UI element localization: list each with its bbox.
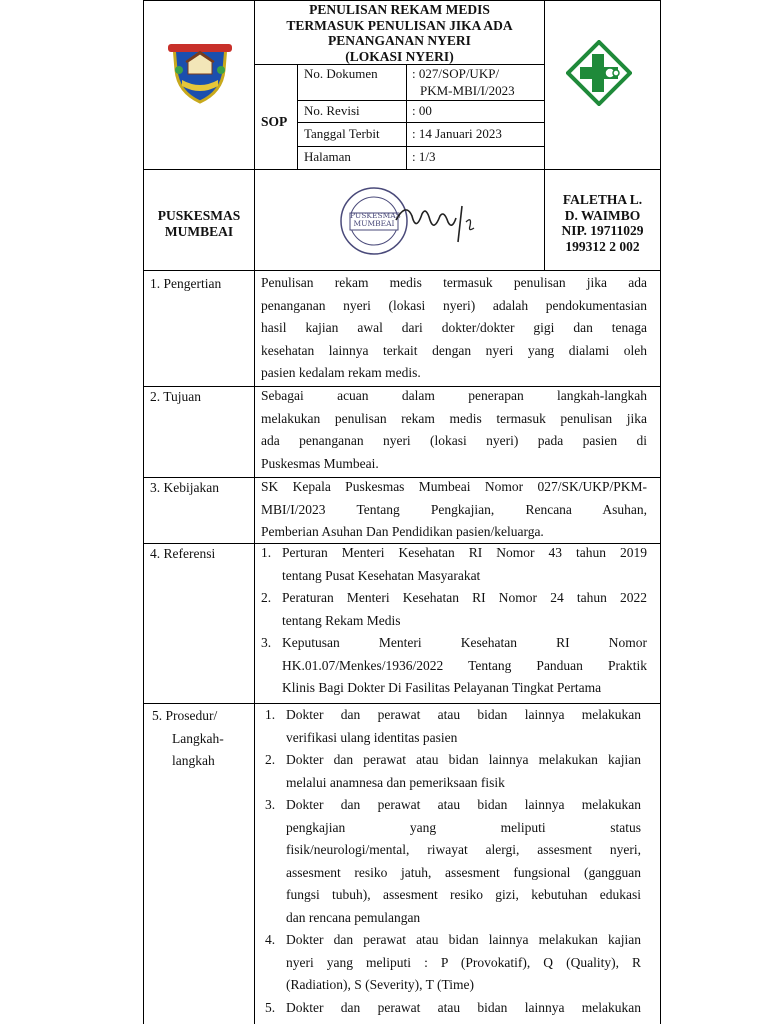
kebijakan-line-2: MBI/I/2023 Tentang Pengkajian, Rencana Asuhan,	[261, 501, 647, 517]
referensi-item-line: Klinis Bagi Dokter Di Fasilitas Pelayanan Tingkat Pertama	[282, 680, 602, 695]
meta-label-doc-number: No. Dokumen	[304, 66, 378, 81]
signer-nip-line-1: NIP. 19711029	[561, 223, 644, 238]
meta-label-page: Halaman	[304, 149, 351, 164]
handwritten-signature	[392, 192, 478, 252]
tujuan-line-3: ada penanganan nyeri (lokasi nyeri) pada pasien di	[261, 433, 647, 448]
org-name-line-1: PUSKESMAS	[157, 208, 241, 223]
meta-rule-1	[297, 100, 544, 101]
referensi-item	[257, 587, 647, 632]
meta-value-revision: : 00	[412, 103, 432, 118]
meta-rule-3	[297, 146, 544, 147]
prosedur-label-line-2: Langkah-	[172, 730, 224, 746]
kebijakan-line-1: SK Kepala Puskesmas Mumbeai Nomor 027/SK/UKP/PKM-	[261, 479, 647, 494]
document-title	[255, 2, 544, 64]
referensi-item-line: Peraturan Menteri Kesehatan RI Nomor 24 tahun 2022	[282, 590, 647, 605]
referensi-item-line: Keputusan Menteri Kesehatan RI Nomor	[282, 635, 647, 650]
meta-label-issue-date: Tanggal Terbit	[304, 126, 380, 141]
section-label-prosedur	[152, 705, 224, 773]
prosedur-item-line: Dokter dan perawat atau bidan lainnya melakukan kajian	[286, 932, 641, 947]
pengertian-line-1: Penulisan rekam medis termasuk penulisan jika ada	[261, 275, 647, 290]
section-label-referensi: 4. Referensi	[150, 546, 216, 561]
prosedur-item-line: Dokter dan perawat atau bidan lainnya melakukan kajian	[286, 752, 641, 767]
section-label-pengertian: 1. Pengertian	[150, 276, 222, 291]
prosedur-item	[261, 749, 641, 794]
title-line-2: TERMASUK PENULISAN JIKA ADA	[286, 17, 513, 33]
referensi-item-number: 2.	[261, 590, 272, 605]
table-col-divider	[254, 0, 255, 1024]
referensi-item-number: 1.	[261, 545, 272, 560]
meta-value-issue-date: : 14 Januari 2023	[412, 126, 502, 141]
stamp-text-1: PUSKESMAS	[350, 211, 401, 220]
title-line-4: (LOKASI NYERI)	[345, 48, 454, 64]
meta-sop-divider	[297, 64, 298, 169]
prosedur-item-line: fungsi tubuh), assesment resiko gizi, kebutuhan edukasi	[286, 887, 641, 902]
prosedur-item-line: verifikasi ulang identitas pasien	[286, 729, 458, 745]
referensi-item-line: Perturan Menteri Kesehatan RI Nomor 43 tahun 2019	[282, 545, 647, 560]
prosedur-item-line: nyeri yang meliputi : P (Provokatif), Q (Quality), R	[286, 954, 641, 970]
referensi-list	[257, 542, 647, 700]
referensi-item-number: 3.	[261, 635, 272, 650]
table-rule-org-bottom	[143, 270, 661, 271]
tujuan-line-4: Puskesmas Mumbeai.	[261, 455, 379, 471]
org-name-line-2: MUMBEAI	[164, 224, 234, 239]
prosedur-item-number: 1.	[265, 707, 276, 722]
prosedur-item-number: 5.	[265, 999, 276, 1015]
prosedur-item-line: assesment resiko jatuh, assesment fungsional (gangguan	[286, 864, 641, 880]
prosedur-item-line: Dokter dan perawat atau bidan lainnya melakukan	[286, 797, 641, 812]
prosedur-item-line: melalui anamnesa dan pemeriksaan fisik	[286, 774, 505, 790]
signer-block	[545, 192, 660, 254]
prosedur-item-number: 3.	[265, 797, 276, 812]
table-rule-header-bottom	[143, 169, 661, 170]
meta-value-page: : 1/3	[412, 149, 436, 164]
signer-name-line-2: D. WAIMBO	[564, 207, 641, 223]
tujuan-line-2: melakukan penulisan rekam medis termasuk penulisan jika	[261, 410, 647, 426]
meta-rule-2	[297, 122, 544, 123]
section-label-kebijakan: 3. Kebijakan	[150, 480, 219, 495]
pengertian-line-4: kesehatan lainnya terkait dengan nyeri yang dialami oleh	[261, 342, 647, 358]
signer-name-line-1: FALETHA L.	[562, 192, 643, 207]
meta-label-revision: No. Revisi	[304, 103, 360, 118]
prosedur-item-line: pengkajian yang meliputi status	[286, 819, 641, 835]
prosedur-item	[261, 794, 641, 929]
prosedur-item-line: dan rencana pemulangan	[286, 909, 421, 925]
prosedur-item-number: 4.	[265, 932, 276, 947]
table-border-left	[143, 0, 144, 1024]
prosedur-item	[261, 704, 641, 749]
signer-nip-line-2: 199312 2 002	[565, 238, 640, 254]
referensi-item-line: tentang Rekam Medis	[282, 612, 401, 628]
section-body-pengertian	[261, 272, 647, 385]
prosedur-item-number: 2.	[265, 752, 276, 767]
org-name	[144, 208, 254, 240]
table-border-top	[143, 0, 661, 1]
referensi-item-line: tentang Pusat Kesehatan Masyarakat	[282, 567, 481, 583]
stamp-text-2: MUMBEAI	[353, 219, 395, 228]
prosedur-item-line: (Radiation), S (Severity), T (Time)	[286, 977, 474, 992]
pengertian-line-5: pasien kedalam rekam medis.	[261, 365, 421, 380]
pengertian-line-3: hasil kajian awal dari dokter/dokter gigi dan tenaga	[261, 320, 647, 335]
section-body-kebijakan	[261, 476, 647, 544]
pengertian-line-2: penanganan nyeri (lokasi nyeri) adalah pendokumentasian	[261, 297, 647, 313]
meta-value-divider	[406, 64, 407, 169]
table-border-right	[660, 0, 661, 1024]
puskesmas-logo	[566, 40, 632, 106]
sop-label: SOP	[261, 114, 288, 129]
prosedur-label-line-1: 5. Prosedur/	[152, 708, 218, 723]
section-body-tujuan	[261, 385, 647, 475]
regency-logo	[166, 40, 234, 106]
prosedur-item-line: Dokter dan perawat atau bidan lainnya melakukan	[286, 707, 641, 722]
meta-value-doc-number-2: PKM-MBI/I/2023	[420, 83, 515, 98]
prosedur-item	[261, 997, 641, 1020]
referensi-item	[257, 632, 647, 700]
meta-value-doc-number: : 027/SOP/UKP/	[412, 66, 500, 81]
prosedur-item-line: Dokter dan perawat atau bidan lainnya melakukan	[286, 999, 641, 1015]
prosedur-list	[261, 704, 641, 1019]
title-line-1: PENULISAN REKAM MEDIS	[309, 2, 490, 17]
prosedur-item-line: fisik/neurologi/mental, riwayat alergi, assesment nyeri,	[286, 842, 641, 857]
section-label-tujuan: 2. Tujuan	[150, 389, 202, 404]
tujuan-line-1: Sebagai acuan dalam penerapan langkah-langkah	[261, 388, 647, 403]
kebijakan-line-3: Pemberian Asuhan Dan Pendidikan pasien/keluarga.	[261, 524, 544, 539]
title-line-3: PENANGANAN NYERI	[328, 33, 471, 48]
prosedur-label-line-3: langkah	[172, 753, 215, 768]
prosedur-item	[261, 929, 641, 997]
referensi-item-line: HK.01.07/Menkes/1936/2022 Tentang Panduan Praktik	[282, 657, 647, 673]
referensi-item	[257, 542, 647, 587]
